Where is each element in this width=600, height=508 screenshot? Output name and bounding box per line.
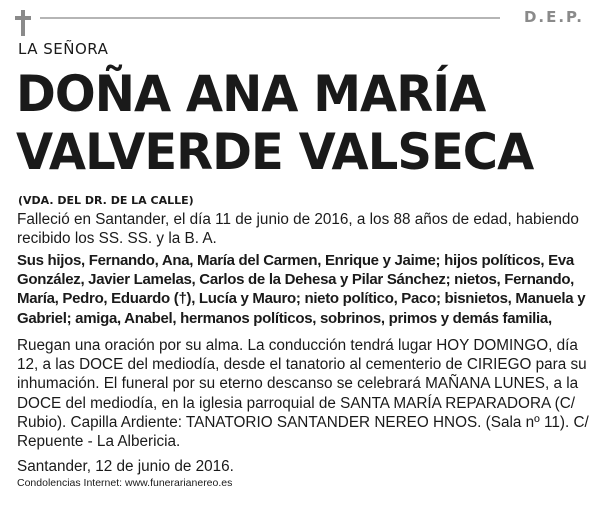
widow-note: (VDA. DEL DR. DE LA CALLE)	[18, 194, 194, 207]
deceased-name-line2: VALVERDE VALSECA	[16, 123, 534, 181]
death-paragraph: Falleció en Santander, el día 11 de junio de 2016, a los 88 años de edad, habiendo recibido los SS. SS. y la B. A.	[17, 211, 579, 248]
header-bar	[0, 0, 600, 36]
ceremony-paragraph: Ruegan una oración por su alma. La conducción tendrá lugar HOY DOMINGO, día 12, a las DOCE del mediodía, desde el tanatorio al cementerio de CIRIEGO para su inhumación. El funeral por su eterno descanso se celebrará MAÑANA LUNES, a la DOCE del mediodía, en la iglesia parroquial de SANTA MARÍA REPARADORA (C/ Rubio). Capilla Ardiente: TANATORIO SANTANDER NEREO HNOS. (Sala nº 11). C/ Repuente - La Albericia.	[17, 337, 589, 451]
condolences-line: Condolencias Internet: www.funerarianereo.es	[17, 477, 233, 489]
family-paragraph: Sus hijos, Fernando, Ana, María del Carmen, Enrique y Jaime; hijos políticos, Eva González, Javier Lamelas, Carlos de la Dehesa y Pilar Sánchez; nietos, Fernando, María, Pedro, Eduardo (†), Lucía y Mauro; nieto político, Paco; bisnietos, Manuela y Gabriel; amiga, Anabel, hermanos políticos, sobrinos, primos y demás familia,	[17, 252, 586, 327]
place-date: Santander, 12 de junio de 2016.	[17, 458, 234, 475]
deceased-name-line1: DOÑA ANA MARÍA	[16, 65, 486, 123]
notice-intro: LA SEÑORA	[18, 40, 109, 58]
header-rule	[40, 17, 500, 19]
cross-icon	[12, 10, 34, 36]
dep-label: D.E.P.	[523, 8, 584, 26]
deceased-name	[16, 65, 563, 181]
